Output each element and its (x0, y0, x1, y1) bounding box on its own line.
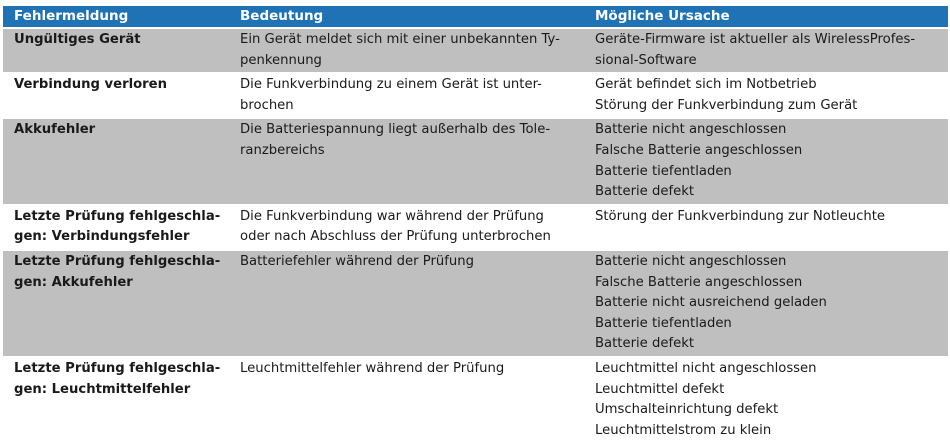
row-meaning-line: ranzbereichs (240, 142, 325, 158)
row-cause (582, 120, 948, 202)
row-meaning-line: Ein Gerät meldet sich mit einer unbekannten Ty- (240, 32, 560, 47)
row-meaning (238, 252, 582, 355)
row-title-line: gen: Verbindungsfehler (14, 229, 190, 245)
row-cause-line: Leuchtmittelstrom zu klein (595, 422, 772, 438)
row-meaning (238, 30, 582, 71)
row-cause-line: sional-Software (595, 52, 697, 68)
row-cause-line: Batterie defekt (595, 336, 695, 352)
row-meaning (238, 120, 582, 202)
row-cause-line: Batterie nicht angeschlossen (595, 253, 787, 269)
header-moegliche-ursache: Mögliche Ursache (595, 8, 730, 24)
row-cause-line: Falsche Batterie angeschlossen (595, 274, 803, 290)
row-cause-line: Umschalteinrichtung defekt (595, 402, 779, 418)
row-cause-line: Batterie nicht ausreichend geladen (595, 295, 827, 311)
header-fehlermeldung: Fehlermeldung (14, 8, 129, 24)
row-title (3, 359, 238, 441)
row-meaning-line: Batteriefehler während der Prüfung (240, 253, 475, 269)
row-meaning-line: brochen (240, 97, 294, 113)
row-cause-line: Leuchtmittel defekt (595, 381, 725, 397)
row-meaning (238, 75, 582, 116)
row-title-line: Letzte Prüfung fehlgeschla- (14, 208, 221, 224)
table-row (3, 358, 948, 442)
row-cause-line: Batterie nicht angeschlossen (595, 122, 787, 138)
row-cause-line: Gerät befindet sich im Notbetrieb (595, 77, 817, 93)
row-title-line: Letzte Prüfung fehlgeschla- (14, 360, 221, 376)
row-cause-line: Leuchtmittel nicht angeschlossen (595, 360, 817, 376)
row-cause-line: Falsche Batterie angeschlossen (595, 142, 803, 158)
row-meaning-line: Die Funkverbindung war während der Prüfung (240, 208, 544, 224)
row-cause (582, 75, 948, 116)
header-bedeutung: Bedeutung (240, 8, 324, 24)
row-meaning-line: Die Funkverbindung zu einem Gerät ist unter- (240, 77, 542, 93)
row-title-line: Ungültiges Gerät (14, 32, 141, 47)
row-title-line: Verbindung verloren (14, 77, 167, 93)
row-cause-line: Batterie defekt (595, 184, 695, 200)
row-meaning-line: penkennung (240, 52, 322, 68)
row-cause-line: Störung der Funkverbindung zur Notleuchte (595, 208, 886, 224)
row-cause-line: Batterie tiefentladen (595, 315, 732, 331)
table-row (3, 206, 948, 249)
table-row (3, 251, 948, 356)
row-cause (582, 252, 948, 355)
row-meaning (238, 207, 582, 248)
error-message-table (3, 6, 948, 442)
row-title-line: Akkufehler (14, 122, 96, 138)
row-title (3, 75, 238, 116)
row-cause (582, 359, 948, 441)
row-title-line: gen: Akkufehler (14, 274, 133, 290)
row-title (3, 252, 238, 355)
table-row (3, 119, 948, 203)
table-header (3, 6, 948, 27)
row-cause-line: Störung der Funkverbindung zum Gerät (595, 97, 858, 113)
row-title (3, 30, 238, 71)
row-meaning-line: Leuchtmittelfehler während der Prüfung (240, 360, 505, 376)
table-row (3, 29, 948, 72)
row-title (3, 207, 238, 248)
row-meaning (238, 359, 582, 441)
row-meaning-line: Die Batteriespannung liegt außerhalb des Tole- (240, 122, 551, 138)
row-cause (582, 30, 948, 71)
row-title-line: Letzte Prüfung fehlgeschla- (14, 253, 221, 269)
row-cause-line: Batterie tiefentladen (595, 163, 732, 179)
row-title-line: gen: Leuchtmittelfehler (14, 381, 191, 397)
row-cause-line: Geräte-Firmware ist aktueller als WirelessProfes- (595, 32, 916, 47)
table-row (3, 74, 948, 117)
row-title (3, 120, 238, 202)
row-meaning-line: oder nach Abschluss der Prüfung unterbrochen (240, 229, 551, 245)
row-cause (582, 207, 948, 248)
